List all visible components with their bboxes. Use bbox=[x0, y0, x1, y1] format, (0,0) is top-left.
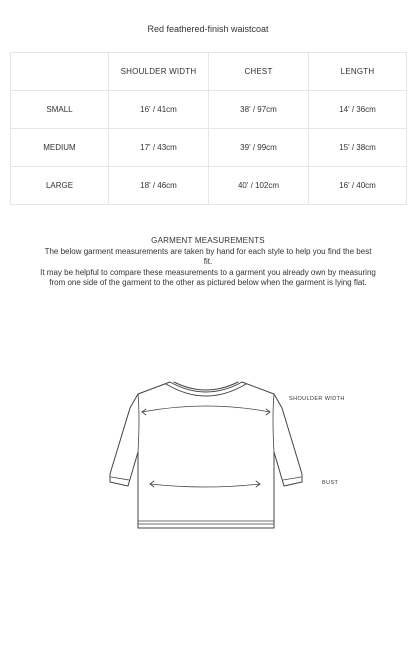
shoulder-width-arrow bbox=[142, 406, 270, 412]
size-chart-table bbox=[10, 52, 407, 205]
shoulder-cell: 18' / 46cm bbox=[109, 167, 209, 205]
table-row bbox=[11, 91, 407, 129]
shoulder-width-label: SHOULDER WIDTH bbox=[289, 396, 345, 402]
shoulder-cell: 16' / 41cm bbox=[109, 91, 209, 129]
header-shoulder-width: SHOULDER WIDTH bbox=[109, 53, 209, 91]
table-header-row bbox=[11, 53, 407, 91]
length-cell: 15' / 38cm bbox=[309, 129, 407, 167]
bust-arrow bbox=[150, 484, 260, 487]
page-title: Red feathered-finish waistcoat bbox=[147, 24, 269, 34]
table-row bbox=[11, 167, 407, 205]
measurements-heading: GARMENT MEASUREMENTS bbox=[151, 236, 265, 245]
garment-measurements-text bbox=[40, 236, 376, 289]
size-cell: LARGE bbox=[11, 167, 109, 205]
size-cell: MEDIUM bbox=[11, 129, 109, 167]
chest-cell: 39' / 99cm bbox=[209, 129, 309, 167]
header-length: LENGTH bbox=[309, 53, 407, 91]
length-cell: 14' / 36cm bbox=[309, 91, 407, 129]
shoulder-cell: 17' / 43cm bbox=[109, 129, 209, 167]
chest-cell: 38' / 97cm bbox=[209, 91, 309, 129]
table-row bbox=[11, 129, 407, 167]
size-cell: SMALL bbox=[11, 91, 109, 129]
chest-cell: 40' / 102cm bbox=[209, 167, 309, 205]
measurements-line-2: It may be helpful to compare these measurements to a garment you already own by measuring from one side of the garment to the other as pictured below when the garment is lying flat. bbox=[40, 267, 376, 287]
header-chest: CHEST bbox=[209, 53, 309, 91]
measurements-line-1: The below garment measurements are taken by hand for each style to help you find the best fit. bbox=[44, 246, 372, 266]
header-size bbox=[11, 53, 109, 91]
collar-inner-line bbox=[174, 382, 238, 390]
length-cell: 16' / 40cm bbox=[309, 167, 407, 205]
garment-diagram bbox=[88, 378, 370, 554]
tshirt-illustration bbox=[88, 378, 370, 554]
bust-label: BUST bbox=[322, 480, 339, 486]
